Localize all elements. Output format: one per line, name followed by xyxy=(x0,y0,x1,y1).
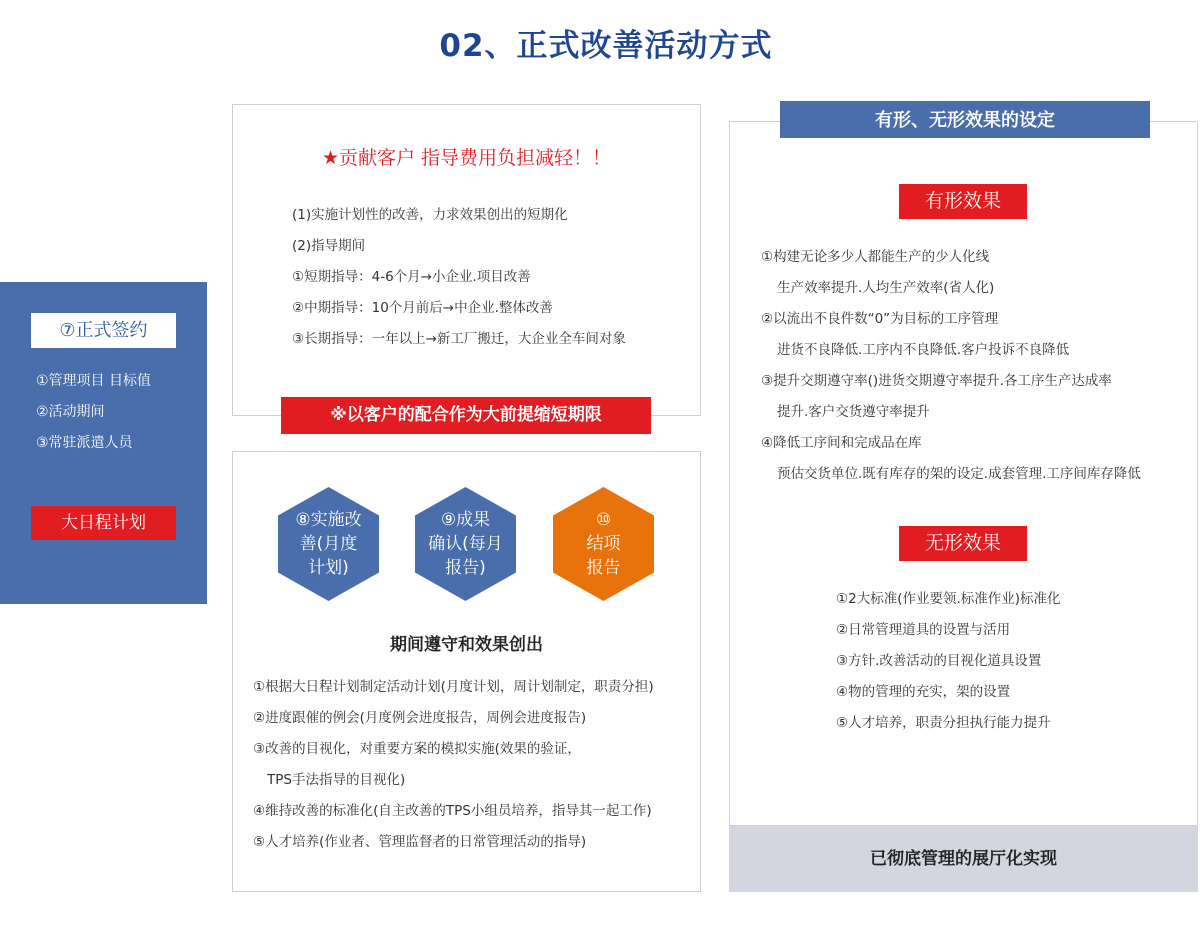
hexagon-implement xyxy=(278,487,379,601)
hexagon-line: 报告 xyxy=(586,558,621,578)
list-item: ②进度跟催的例会(月度例会进度报告，周例会进度报告) xyxy=(253,710,587,726)
hexagon-line: 确认(每月 xyxy=(428,534,503,554)
list-item: ③改善的目视化，对重要方案的模拟实施(效果的验证， xyxy=(253,741,581,757)
list-item: ①2大标准(作业要领.标准作业)标准化 xyxy=(836,591,1061,607)
tangible-list xyxy=(761,244,1141,492)
list-item: ①短期指导：4-6个月→小企业.项目改善 xyxy=(292,269,531,285)
list-item: TPS手法指导的目视化) xyxy=(267,772,406,788)
list-item: ①构建无论多少人都能生产的少人化线 xyxy=(761,249,990,265)
hexagon-line: 善(月度 xyxy=(299,534,358,554)
list-item: ⑤人才培养(作业者、管理监督者的日常管理活动的指导) xyxy=(253,834,587,850)
list-item: 进货不良降低.工序内不良降低.客户投诉不良降低 xyxy=(777,342,1070,358)
page-title: 02、正式改善活动方式 xyxy=(439,28,773,64)
list-item: ⑤人才培养，职责分担执行能力提升 xyxy=(836,715,1051,731)
showroom-footer: 已彻底管理的展厅化实现 xyxy=(729,826,1198,892)
list-item: ①管理项目 目标值 xyxy=(36,373,152,389)
hexagon-confirm xyxy=(415,487,516,601)
hexagon-line: 计划) xyxy=(308,558,349,578)
list-item: ④维持改善的标准化(自主改善的TPS小组员培养，指导其一起工作) xyxy=(253,803,652,819)
hexagon-line: 报告) xyxy=(445,558,486,578)
list-item: 生产效率提升.人均生产效率(省人化) xyxy=(777,280,995,296)
hexagon-line: ⑧实施改 xyxy=(295,510,362,530)
list-item: ②活动期间 xyxy=(36,404,105,420)
list-item: ③常驻派遣人员 xyxy=(36,435,133,451)
hexagon-report xyxy=(553,487,654,601)
intangible-list xyxy=(836,586,1061,741)
master-schedule-label: 大日程计划 xyxy=(31,506,176,540)
list-item: ③提升交期遵守率()进货交期遵守率提升.各工序生产达成率 xyxy=(761,373,1112,389)
premise-banner: ※以客户的配合作为大前提缩短期限 xyxy=(281,397,651,434)
activity-list xyxy=(253,674,654,860)
activity-heading: 期间遵守和效果创出 xyxy=(390,635,543,655)
list-item: (2)指导期间 xyxy=(292,238,366,254)
hexagon-line: ⑩ xyxy=(595,510,612,530)
guidance-list xyxy=(292,202,626,357)
list-item: ①根据大日程计划制定活动计划(月度计划，周计划制定，职责分担) xyxy=(253,679,654,695)
list-item: ②以流出不良件数“0”为目标的工序管理 xyxy=(761,311,999,327)
slogan-text: ★贡献客户 指导费用负担减轻！！ xyxy=(321,147,612,169)
list-item: 提升.客户交货遵守率提升 xyxy=(777,404,930,420)
hexagon-line: 结项 xyxy=(586,534,621,554)
list-item: ④物的管理的充实，架的设置 xyxy=(836,684,1011,700)
contract-label: ⑦正式签约 xyxy=(31,313,176,348)
list-item: ②中期指导：10个月前后→中企业.整体改善 xyxy=(292,300,553,316)
list-item: 预估交货单位.既有库存的架的设定.成套管理.工序间库存降低 xyxy=(777,466,1141,482)
intangible-label: 无形效果 xyxy=(899,526,1027,561)
effects-banner: 有形、无形效果的设定 xyxy=(780,101,1150,138)
list-item: ③方针.改善活动的目视化道具设置 xyxy=(836,653,1042,669)
list-item: (1)实施计划性的改善，力求效果创出的短期化 xyxy=(292,207,568,223)
hexagon-line: ⑨成果 xyxy=(440,510,491,530)
list-item: ③长期指导：一年以上→新工厂搬迁，大企业全车间对象 xyxy=(292,331,626,347)
list-item: ②日常管理道具的设置与活用 xyxy=(836,622,1011,638)
contract-items-list xyxy=(36,368,151,461)
tangible-label: 有形效果 xyxy=(899,184,1027,219)
list-item: ④降低工序间和完成品在库 xyxy=(761,435,922,451)
